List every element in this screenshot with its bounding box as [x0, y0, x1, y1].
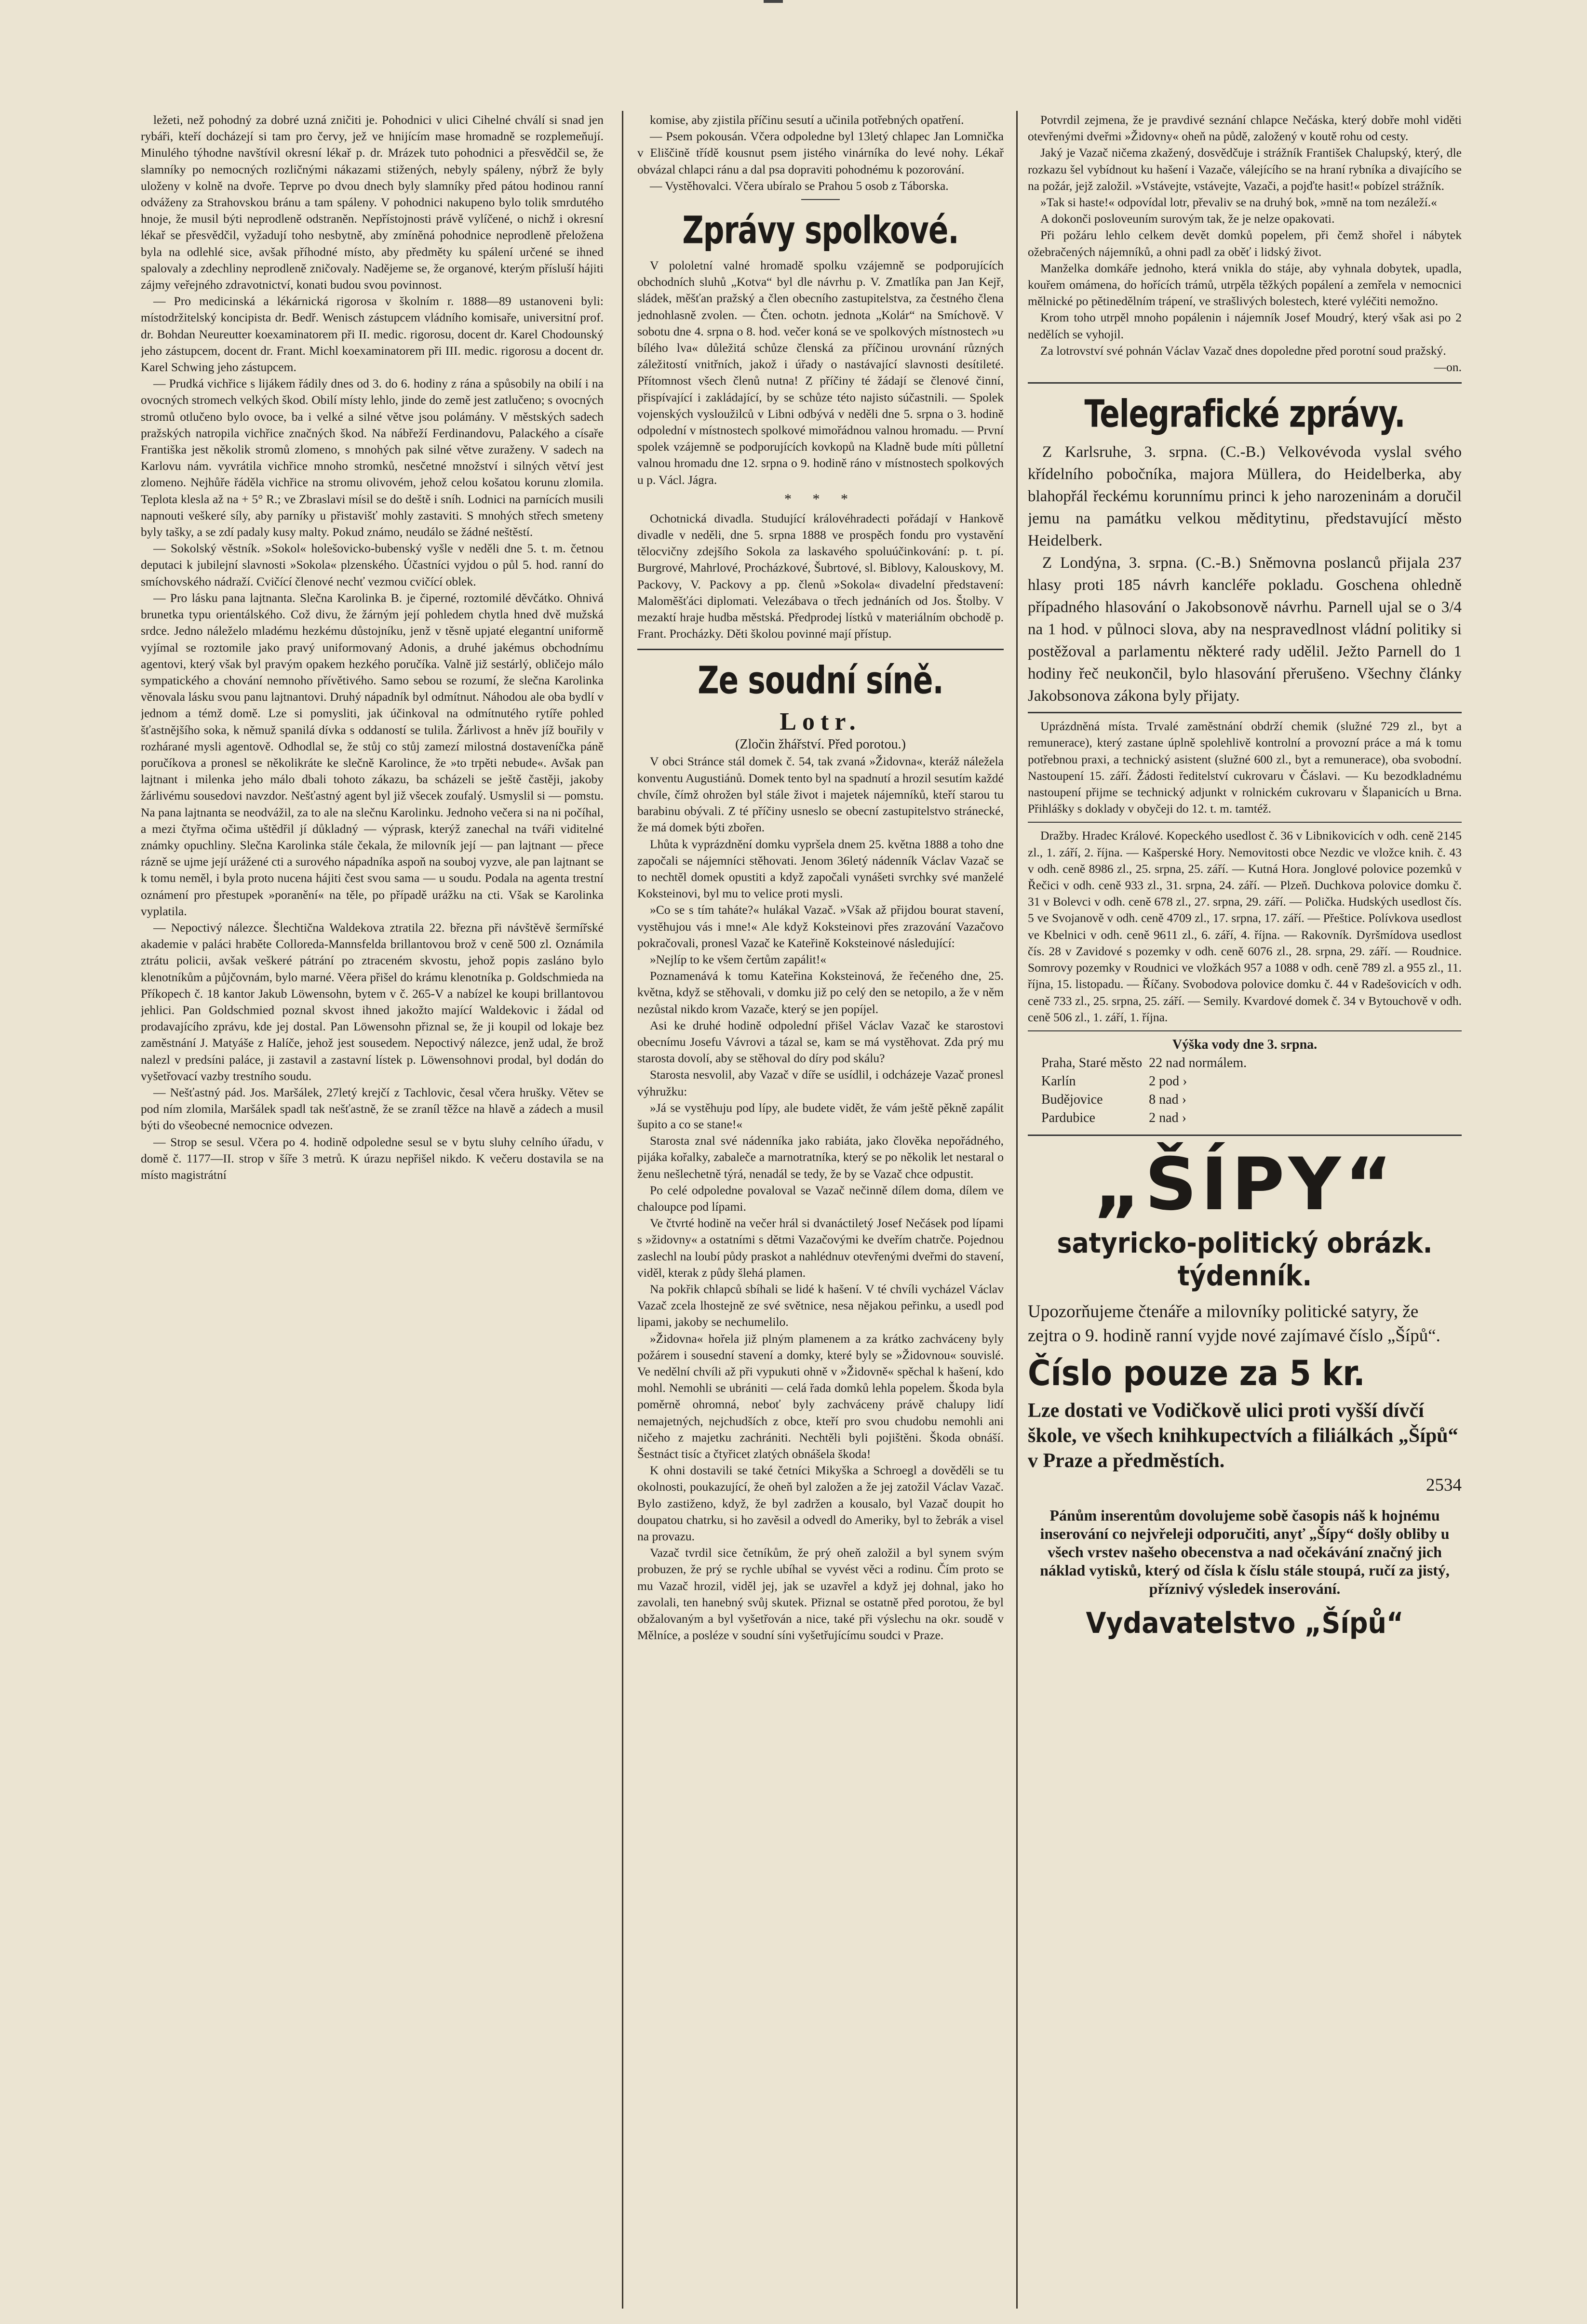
divider [1028, 712, 1462, 713]
telegram-paragraph: Z Karlsruhe, 3. srpna. (C.-B.) Velkovévoda vyslal svého křídelního pobočníka, majora Müllera, do Heidelberka, aby blahopřál řeckému korunnímu princi k jeho narozeninám a doručil jemu na památku velkou měditytinu, představující město Heidelberk. [1028, 443, 1462, 550]
ad-price: Číslo pouze za 5 kr. [1028, 1352, 1365, 1393]
article-paragraph: — Nešťastný pád. Jos. Maršálek, 27letý krejčí z Tachlovic, česal včera hrušky. Větev se pod ním zlomila, Maršálek spadl tak nešťastně, že se zraníl těžce na hlavě a zádech a musil býti do všeobecné nemocnice odvezen. [141, 1085, 604, 1133]
ad-code: 2534 [1426, 1475, 1462, 1495]
article-paragraph: komise, aby zjistila příčinu sesutí a učinila potřebných opatření. [650, 113, 964, 127]
article-paragraph: Krom toho utrpěl mnoho popálenin i nájemník Josef Moudrý, který však asi po 2 nedělích se vyhojil. [1028, 310, 1462, 341]
article-paragraph: — Psem pokousán. Včera odpoledne byl 13letý chlapec Jan Lomnička v Eliščině třídě kousnut psem jistého vinárníka do levé nohy. Lékař obvázal chlapci ránu a dal psa dopraviti pohodnému k pozorování. [637, 129, 1004, 176]
article-paragraph: Poznamenává k tomu Kateřina Koksteinová, že řečeného dne, 25. května, když se stěhovali, v domku již po celý den se netopilo, a že v něm nezůstal nikdo krom Vazače, který se jen popíjel. [637, 969, 1004, 1016]
article-paragraph: — Strop se sesul. Včera po 4. hodině odpoledne sesul se v bytu sluhy celního úřadu, v domě č. 1177—II. strop v šíře 3 metrů. K úrazu nepřišel nikdo. K večeru dostavila se na místo magistrátní [141, 1135, 604, 1182]
article-paragraph: V obci Stránce stál domek č. 54, tak zvaná »Židovna«, kteráž náležela konventu Augustiánů. Domek tento byl na spadnutí a hrozil sesutím každé chvíle, čímž ohrožen byl stále život i majetek nájemníků, kteří starou tu barabinu obývali. Z té příčiny usneslo se obecní zastupitelstvo stránecké, že má domek býti zbořen. [637, 754, 1004, 835]
article-paragraph: »Židovna« hořela již plným plamenem a za krátko zachváceny byly požárem i sousední stavení a domky, které byly se »Židovnou« souvislé. Ve nedělní chvíli až při vypukuti ohně v »Židovně« spěchal k hašení, kdo mohl. Nemohli se ubrániti — celá řada domků lehla popelem. Škoda byla poměrně ohromná, neboť byly zachváceny právě chalupy lidí nemajetných, nejchudších z obce, kteří pro svou chudobu nemohli ani ničeho z majetku zachrániti. Nechtěli byli pojištěni. Škoda obnáší. Šestnáct tisíc a čtyřicet zlatých obnášela škoda! [637, 1331, 1004, 1461]
article-paragraph: K ohni dostavili se také četníci Mikyška a Schroegl a dověděli se tu okolnosti, poukazující, že oheň byl založen a že jej zatožil Václav Vazač. Bylo zastiženo, když, že byl zadržen a kousalo, byl Vazač doupit ho doupatou chatrku, si ho zavěsil a odvedl do Ameriky, byl to žebrák a visel na provazu. [637, 1463, 1004, 1544]
article-paragraph: Za lotrovství své pohnán Václav Vazač dnes dopoledne před porotní soud pražský. [1040, 343, 1446, 358]
ad-publisher: Vydavatelstvo „Šípů“ [1086, 1606, 1404, 1640]
water-level-table [1037, 1054, 1251, 1128]
article-paragraph: »Tak si haste!« odpovídal lotr, převaliv se na druhý bok, »mně na tom nezáleží.« [1040, 195, 1437, 210]
column-middle [637, 112, 1004, 2295]
article-paragraph: »Já se vystěhuju pod lípy, ale budete vidět, že vám ještě pěkně zapálit šupito a co se stane!« [637, 1100, 1004, 1131]
column-right [1028, 112, 1462, 2295]
article-signature: —on. [1434, 360, 1462, 374]
article-paragraph: Lhůta k vyprázdnění domku vypršela dnem 25. května 1888 a toho dne započali se nájemníci stěhovati. Jenom 36letý nádenník Václav Vazač se to nechtěl domek opustiti a když započali vynášeti svrchky své manželé Koksteinovi, byl mu to velice proti mysli. [637, 837, 1004, 901]
article-paragraph: V pololetní valné hromadě spolku vzájemně se podporujících obchodních sluhů „Kotva“ byl dle návrhu p. V. Zmatlíka pan Jan Kejř, sládek, měšťan pražský a člen obecního zastupitelstva, za čestného člena jednohlasně zvolen. — Čten. ochotn. jednota „Kolár“ na Smíchově. V sobotu dne 4. srpna o 8. hod. večer koná se ve spolkových místnostech »u bílého lva« důležitá schůze členská za příčinou urovnání různých záležitostí vnitřních, jakož i úřady o nastávající slavnosti desítileté. Přítomnost všech členů nutna! Z příčiny té žádají se členové činní, přispívající i zakládající, by se schůze této najisto súčastnili. — Spolek vojenských vysloužilců v Libni odbývá v neděli dne 5. srpna o 3. hodině odpolední v místnostech spolkové mimořádnou valnou hromadu. — První spolek vzájemně se podporujících kovkopů na Kladně bude míti půlletní valnou hromadu dne 12. srpna o 9. hodině ráno v místnostech spolkových u p. Václ. Jágra. [637, 258, 1004, 487]
page-mark [764, 0, 783, 3]
article-paragraph: ležeti, než pohodný za dobré uzná zničiti je. Pohodnici v ulici Cihelné chválí si snad jen rybáři, kteří docházejí si tam pro červy, jež ve hnijícím mase hromadně se rozplemeňují. Minulého týhodne navštívil okresní lékař p. dr. Mrázek tuto pohodnici a přesvědčil se, že slamníky po nemocných rozličnými nákazami stižených, nebyly spáleny, nýbrž že byly uloženy v kolně na dvoře. Teprve po dvou dnech byly slamníky před pátou hodinou ranní odváženy za Strahovskou bránu a tam spáleny. V pohodnici nakupeno bylo tolik smrdutého hnoje, že musil býti neprodleně odstraněn. Nepřístojnosti právě vylíčené, o nichž i okresní lékař se přesvědčil, vyžadují toho nesbytně, aby zmíněná pohodnice neprodleně přeložena byla na odlehlé sice, avšak příhodné místo, aby předměty ku spálení určené se ihned spalovaly a zdechliny neprodleně zničovaly. Nadějeme se, že organové, kterým přísluší hájiti zájmy veřejného zdravotnictví, konati budou svou povinnost. [141, 113, 604, 292]
column-left [141, 112, 604, 2300]
classified-paragraph: Uprázdněná místa. Trvalé zaměstnání obdrží chemik (služné 729 zl., byt a remunerace), který zastane úplně spolehlivě kontrolní a provozní práce a má k tomu potřebnou praxi, a technický asistent (služné 600 zl., byt a remunerace), oba svobodní. Nastoupení 15. září. Žádosti ředitelství cukrovaru v Čáslavi. — Ku bezodkladnému nastoupení přijme se technický adjunkt v rolnickém cukrovaru v Šlapanicích u Brna. Přihlášky s doklady v obyčeji do 12. t. m. tamtéž. [1028, 719, 1462, 816]
water-value: 2 nad › [1149, 1110, 1186, 1125]
telegram-paragraph: Z Londýna, 3. srpna. (C.-B.) Sněmovna poslanců přijala 237 hlasy proti 185 návrh kancléře pokladu. Goschena ohledně případného hlasování o Jakobsonově návrhu. Parnell ujal se o 3/4 na 1 hod. v půlnoci slova, aby na nespravedlnost vládní politiky si postěžoval a parlamentu některé rady udělil. Ježto Parnell do 1 hodiny řeč neukončil, bylo hlasování přerušeno. Všechny články Jakobsonova zákona byly přijaty. [1028, 554, 1462, 705]
section-heading-spolky: Zprávy spolkové. [682, 209, 959, 253]
article-paragraph: »Co se s tím taháte?« hulákal Vazač. »Však až přijdou bourat stavení, vystěhujou vás i mne!« Ale když Koksteinovi přes zrazování Vazačovo pokračovali, pronesl Vazač ke Kateřině Koksteinové následující: [637, 903, 1004, 950]
article-paragraph: »Nejlíp to ke všem čertům zapálit!« [650, 952, 827, 966]
divider [637, 649, 1004, 650]
water-level-heading: Výška vody dne 3. srpna. [1172, 1037, 1318, 1052]
article-paragraph: A dokonči posloveuním surovým tak, že je nelze opakovati. [1040, 212, 1335, 226]
table-row [1038, 1109, 1250, 1127]
article-paragraph: Na pokřik chlapců sbíhali se lidé k hašení. V té chvíli vycházel Václav Vazač zcela lhostejně ze své světnice, nesa nějakou peřinku, a usedl pod lipami, jakoby se nechumelilo. [637, 1282, 1004, 1329]
water-value: 2 pod › [1149, 1073, 1187, 1089]
water-value: 22 nad normálem. [1149, 1055, 1247, 1070]
divider [1028, 1135, 1462, 1136]
divider-stars: * * * [784, 491, 857, 507]
article-paragraph: — Pro medicinská a lékárnická rigorosa v školním r. 1888—89 ustanoveni byli: místodržitelský koncipista dr. Bedř. Wenisch zástupcem vládního komisaře, universitní prof. dr. Bohdan Neureutter koexaminatorem při II. medic. rigorosu, docent dr. Karel Chodounský jeho zástupcem, docent dr. Frant. Michl koexaminatorem při III. medic. rigorosu a docent dr. Karel Schwing jeho zástupcem. [141, 294, 604, 374]
article-paragraph: — Nepoctivý nálezce. Šlechtična Waldekova ztratila 22. března při návštěvě šermířské akademie v paláci hraběte Colloreda-Mannsfelda brillantovou brož v ceně 500 zl. Oznámila ztrátu policii, avšak veškeré pátrání po ztraceném skvostu, jehož popis zasláno bylo klenotníkům a půjčovnám, bylo marné. Věera přišel do krámu klenotníka p. Goldschmieda na Příkopech č. 18 kantor Jakub Löwensohn, bytem v č. 265-V a nabízel ke koupi brillantovou jehlici. Pan Goldschmied poznal skvost ihned jakožto mající Waldekovic i žádal od prodavajícího zprávu, kde jej dostal. Pan Löwensohn přiznal se, že ji koupil od lokaje bez zaměstnání J. Matyáše z Halíče, jehož jest sousedem. Nepoctivý nálezce, jenž udal, že brož nalezl v predsíni paláce, ji zastavil a zastavní lístek p. Löwensohnovi prodal, byl dodán do vyšetřovací vazby trestního soudu. [141, 920, 604, 1083]
classified-paragraph: Dražby. Hradec Králové. Kopeckého usedlost č. 36 v Libnikovicích v odh. ceně 2145 zl., 1. září, 2. října. — Kašperské Hory. Nemovitosti obce Nezdic ve vložce knih. č. 43 v odh. ceně 8986 zl., 25. srpna, 25. září. — Kutná Hora. Jonglové polovice pozemků v Řečici v odh. ceně 933 zl., 31. srpna, 24. září. — Plzeň. Duchkova polovice domku č. 31 v Bolevci v odh. ceně 678 zl., 27. srpna, 29. září. — Polička. Hudských usedlost čís. 5 ve Svojanově v odh. ceně 4709 zl., 17. srpna, 17. září. — Přeštice. Polívkova usedlost ve Kbelnici v odh. ceně 9611 zl., 6. září, 4. října. — Rakovník. Dyršmídova usedlost čís. 28 v Zavidové s pozemky v odh. ceně 6076 zl., 28. srpna, 29. září. — Roudnice. Somrovy pozemky v Roudnici ve vložkách 957 a 1088 v odh. ceně 789 zl. a 955 zl., 11. října, 15. listopadu. — Říčany. Svobodova polovice domku č. 44 v Radešovicích v odh. ceně 733 zl., 25. srpna, 25. září. — Semily. Kvardové domek č. 34 v Bytouchově v odh. ceně 506 zl., 1. září, 1. října. [1028, 828, 1462, 1024]
article-paragraph: — Sokolský věstník. »Sokol« holešovicko-bubenský vyšle v neděli dne 5. t. m. četnou deputaci k jubilejní slavnosti »Sokola« plzenského. Účastníci vyjdou o půl 5. hod. ranní do smíchovského nádraží. Cvičící členové nechť vezmou cvičící oblek. [141, 541, 604, 588]
ad-subtitle: satyricko-politický obrázk. týdenník. [1057, 1226, 1433, 1292]
water-place: Praha, Staré město [1041, 1055, 1143, 1070]
article-paragraph: Vazač tvrdil sice četníkům, že prý oheň založil a byl synem svým probuzen, že prý se rychle ubíhal se vyvést věci a rodinu. Čím proto se mu Vazač hrozil, viděl jej, jak se uzavřel a když jej dohnal, jako ho zavolali, ten hanebný svůj skutek. Přiznal se ostatně před porotou, že byl obžalovaným a byl vyšetřován a nice, také při výslechu na okr. soudě v Mělníce, a posléze v soudní síni vyšetřujícímu soudci v Praze. [637, 1546, 1004, 1643]
ad-title: „ŠÍPY“ [1093, 1142, 1396, 1227]
article-paragraph: Ochotnická divadla. Studující královéhradecti pořádají v Hankově divadle v neděli, dne 5. srpna 1888 ve prospěch fondu pro vystavění tělocvičny zdejšího Sokola za laskavého spoluúčinkování: p. t. pí. Burgrové, Mahrlové, Procházkové, Šubrtové, sl. Biblovy, Kalouskovy, M. Packovy, V. Packovy a pp. členů »Sokola« divadelní představení: Maloměšťáci diplomati. Velezábava o třech jednáních od Jos. Štolby. V mezaktí hraje hudba městská. Předprodej lístků v materiálním obchodě p. Frant. Procházky. Děti školou povinné mají přístup. [637, 511, 1004, 641]
article-paragraph: Starosta nesvolil, aby Vazač v díře se usídlil, i odcházeje Vazač pronesl výhružku: [637, 1068, 1004, 1098]
water-place: Budějovice [1041, 1092, 1103, 1107]
water-place: Pardubice [1041, 1110, 1095, 1125]
article-paragraph: Po celé odpoledne povaloval se Vazač nečinně dílem doma, dílem ve chaloupce pod lípami. [637, 1183, 1004, 1214]
article-paragraph: — Pro lásku pana lajtnanta. Slečna Karolinka B. je čiperné, roztomilé děvčátko. Ohnivá brunetka typu orientálského. Což divu, že žárným její pohledem chytla hned dvě mužská srdce. Jedno náleželo mladému hezkému důstojníku, jenž v těsně upjaté elegantní uniformě vyjímal se roztomile jako pravý uniformovaný Adonis, a druhé jakémus obchodnímu agentovi, který však byl pravým opakem hezkého poručíka. Valně již sestárlý, obličejo málo sympatického a chování nemnoho přívětivého. Samo sebou se rozumí, že slečna Karolinka věnovala lásku svou panu lajtnantovi. Druhý nápadník byl odmítnut. Náhodou ale oba bydlí v jednom a témž domě. Lze si pomysliti, jak účinkoval na odmítnutého rytíře pohled šťastnějšího soka, k němuž spanilá dívka s oddaností se tulila. Žárlivost a hněv jíž bouřily v rozhárané mysli agentově. Odhodlal se, že stůj co stůj zamezí milostná dostaveníčka páně poručíkova a pronesl se několikráte ke slečně Karolince, že »to trpěti nebude«. Avšak pan lajtnant i milenka jeho málo dbali tohoto zákazu, ba scházeli se ještě častěji, jakoby žárlivému sousedovi navzdor. Nešťastný agent byl již všecek zoufalý. Usmyslil si — pomstu. Na pana lajtnanta se neodvážil, za to ale na slečnu Karolinku. Jednoho večera si na ni počíhal, a mezi čtyřma očima uštědřil jí důkladný — výprask, kterýž zanechal na tváři viditelné známky opuchliny. Slečna Karolinka stále čekala, že milovník její — pan lajtnant — přece rázně se ujme její urážené cti a surového nápadníka aspoň na souboj vyzve, ale pan lajtnant se k tomu neměl, i byla proto nucena hájiti čest svou sama — u soudu. Podala na agenta trestní oznámení pro přestupek »poranění« na těle, po případě urážku na cti. Však se Karolinka vyplatila. [141, 590, 604, 918]
article-subtitle: (Zločin žhářství. Před porotou.) [735, 737, 906, 752]
table-row [1038, 1073, 1250, 1090]
section-heading-telegraf: Telegrafické zprávy. [1084, 392, 1405, 437]
article-title: Lotr. [780, 708, 861, 736]
article-paragraph: Starosta znal své nádenníka jako rabiáta, jako člověka nepořádného, pijáka kořalky, zabaleče a marnotratníka, který se po několik let nestaral o ženu nešlechetně týrá, nenadál se tedy, že by se Vazač chce odpustit. [637, 1134, 1004, 1181]
column-rule-1 [622, 111, 623, 2309]
divider [1028, 822, 1462, 823]
article-paragraph: — Prudká vichřice s lijákem řádily dnes od 3. do 6. hodiny z rána a spůsobily na obilí i na ovocných stromech velkých škod. Obilí místy lehlo, jinde do země jest zatlučeno; s ovocných stromů otlučeno bylo ovoce, ba i velké a silné větve jsou polámány. V městských sadech pražských natropila vichřice značných škod. Na nábřeží Ferdinandovu, Palackého a císaře Františka jest několik stromů zlomeno, s mnohých pak silné větve zuraženy. V sadech na Karlovu nám. vyvrátila vichřice mnoho stromků, nesčetné množství i silných větví jest zlomeno. Nejhůře řáděla vichřice na stromu olivovém, jehož celou košatou korunu zlomila. Teplota klesla až na + 5° R.; ve Zbraslavi mísil se do deště i sníh. Lodnici na parnících musili napnouti veškeré síly, aby parníky u přistavišť mohly zastaviti. S mnohých střech smeteny byly tašky, a se zdí padaly kusy malty. Pokud známo, neudálo se žádné neštěstí. [141, 376, 604, 539]
divider [1028, 1030, 1462, 1031]
article-paragraph: Při požáru lehlo celkem devět domků popelem, při čemž shořel i nábytek ožebračených nájemníků, a ohni padl za oběť i lidský život. [1028, 228, 1462, 259]
ad-text: Upozorňujeme čtenáře a milovníky politické satyry, že zejtra o 9. hodině ranní vyjde nové zajímavé číslo „Šípů“. [1028, 1301, 1440, 1346]
article-paragraph: Potvrdil zejmena, že je pravdivé seznání chlapce Nečáska, který dobře mohl viděti otevřenými dveřmi »Židovny« oheň na půdě, založený v koutě rohu od cesty. [1028, 113, 1462, 144]
column-rule-2 [1016, 111, 1018, 2309]
water-value: 8 nad › [1149, 1092, 1186, 1107]
article-paragraph: Manželka domkáře jednoho, která vnikla do stáje, aby vyhnala dobytek, upadla, kouřem omámena, do hořících trámů, utrpěla těžkých popálení a zemřela v nemocnici mělnické po pětinedělním trápení, ve strašlivých bolestech, které vyléčiti nemožno. [1028, 261, 1462, 308]
article-paragraph: — Vystěhovalci. Včera ubíralo se Prahou 5 osob z Táborska. [650, 178, 949, 193]
table-row [1038, 1055, 1250, 1072]
divider [1028, 382, 1462, 384]
ad-text: Lze dostati ve Vodičkově ulici proti vyšší dívčí škole, ve všech knihkupectvích a filiálkách „Šípů“ v Praze a předměstích. [1028, 1399, 1458, 1472]
table-row [1038, 1091, 1250, 1109]
water-place: Karlín [1041, 1073, 1076, 1089]
article-paragraph: Jaký je Vazač ničema zkažený, dosvědčuje i strážník František Chalupský, který, dle rozkazu šel vybídnout ku hašení i Vazače, válejícího se na hraní rybníka a divajícího se na požár, jejž založil. »Vstávejte, vstávejte, Vazači, a pojďte hasit!« pobízel strážník. [1028, 146, 1462, 193]
article-paragraph: Ve čtvrté hodině na večer hrál si dvanáctiletý Josef Nečásek pod lípami s »židovny« a ostatními s dětmi Vazačovými ke dveřím chatrče. Pojednou zaslechl na loubí půdy praskot a nahlédnuv otevřenými dveřmi do stavení, viděl, kterak z půdy šlehá plamen. [637, 1216, 1004, 1280]
section-heading-soud: Ze soudní síně. [698, 659, 943, 703]
ad-text: Pánům inserentům dovolujeme sobě časopis náš k hojnému inserování co nejvřeleji odporučiti, anyť „Šípy“ došly obliby u všech vrstev našeho obecenstva a nad očekávání značný jich náklad vytisků, který od čísla k číslu stále stoupá, ručí za jistý, příznivý výsledek inserování. [1040, 1506, 1450, 1597]
divider [801, 199, 840, 200]
article-paragraph: Asi ke druhé hodině odpolední přišel Václav Vazač ke starostovi obecnímu Josefu Vávrovi a tázal se, kam se má vystěhovat. Zda prý mu starosta dovolí, aby se stěhoval do díry pod skálu? [637, 1018, 1004, 1066]
